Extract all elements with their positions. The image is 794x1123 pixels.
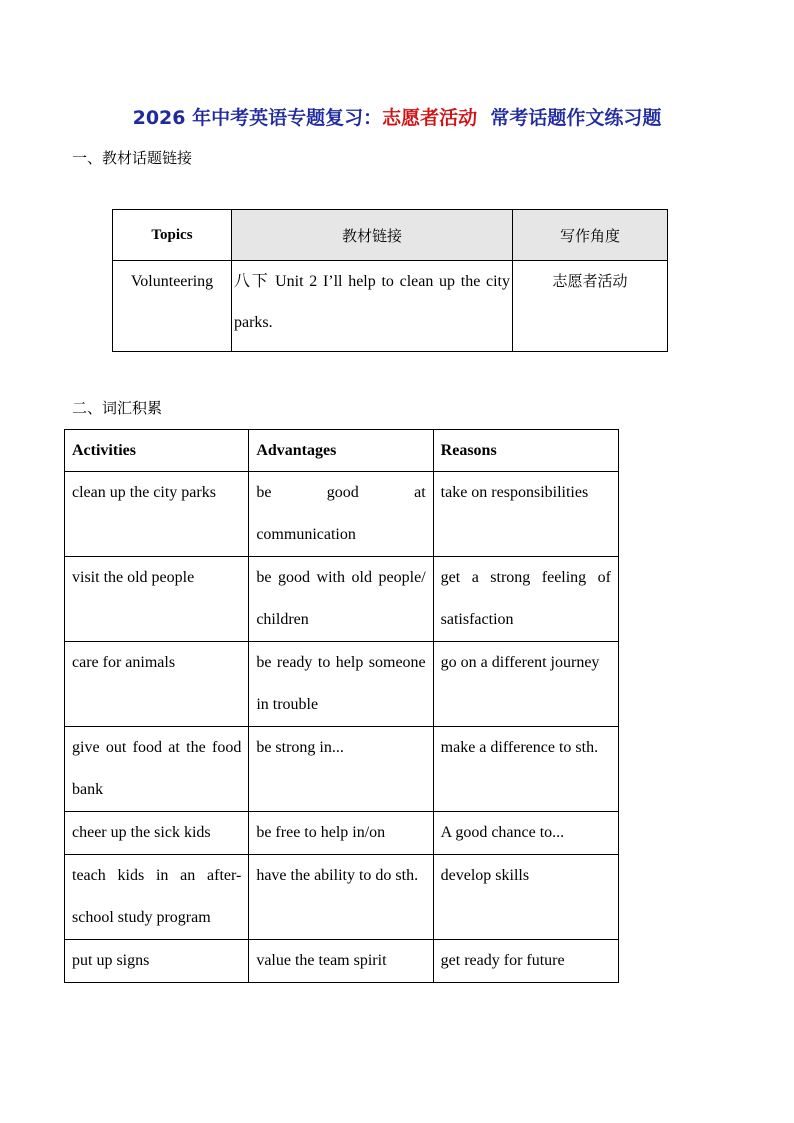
advantage-cell: be ready to help someone in trouble xyxy=(249,642,433,727)
activity-cell: visit the old people xyxy=(65,557,249,642)
title-topic: 志愿者活动 xyxy=(382,107,478,129)
reason-cell: go on a different journey xyxy=(433,642,618,727)
header-textbook-link: 教材链接 xyxy=(232,210,513,261)
activity-cell: clean up the city parks xyxy=(65,472,249,557)
table-row xyxy=(65,472,619,557)
writing-angle-cell: 志愿者活动 xyxy=(513,261,668,352)
header-writing-angle: 写作角度 xyxy=(513,210,668,261)
reason-cell: get ready for future xyxy=(433,940,618,983)
activity-cell: put up signs xyxy=(65,940,249,983)
reason-cell: take on responsibilities xyxy=(433,472,618,557)
reason-cell: A good chance to... xyxy=(433,812,618,855)
section-heading-vocabulary: 二、词汇积累 xyxy=(72,399,163,417)
advantage-cell: be good at communication xyxy=(249,472,433,557)
topic-cell: Volunteering xyxy=(113,261,232,352)
advantage-cell: be good with old people/ children xyxy=(249,557,433,642)
reason-cell: get a strong feeling of satisfaction xyxy=(433,557,618,642)
topic-table xyxy=(112,209,668,352)
table-row xyxy=(65,812,619,855)
vocabulary-table xyxy=(64,429,619,983)
advantage-cell: be free to help in/on xyxy=(249,812,433,855)
activity-cell: give out food at the food bank xyxy=(65,727,249,812)
header-topics: Topics xyxy=(113,210,232,261)
advantage-cell: have the ability to do sth. xyxy=(249,855,433,940)
advantage-cell: value the team spirit xyxy=(249,940,433,983)
table-row xyxy=(65,557,619,642)
reason-cell: make a difference to sth. xyxy=(433,727,618,812)
header-activities: Activities xyxy=(65,430,249,472)
textbook-link-cell: 八下 Unit 2 I’ll help to clean up the city parks. xyxy=(232,261,513,352)
section-heading-textbook-link: 一、教材话题链接 xyxy=(72,149,193,167)
reason-cell: develop skills xyxy=(433,855,618,940)
vocabulary-header-row xyxy=(65,430,619,472)
table-row xyxy=(65,642,619,727)
advantage-cell: be strong in... xyxy=(249,727,433,812)
page-title xyxy=(0,104,794,132)
activity-cell: teach kids in an after-school study program xyxy=(65,855,249,940)
table-row xyxy=(65,727,619,812)
header-advantages: Advantages xyxy=(249,430,433,472)
header-reasons: Reasons xyxy=(433,430,618,472)
table-row xyxy=(65,940,619,983)
activity-cell: cheer up the sick kids xyxy=(65,812,249,855)
title-suffix: 常考话题作文练习题 xyxy=(490,107,662,129)
title-prefix: 2026 年中考英语专题复习： xyxy=(132,107,383,129)
topic-table-row xyxy=(113,261,668,352)
topic-table-header-row xyxy=(113,210,668,261)
activity-cell: care for animals xyxy=(65,642,249,727)
table-row xyxy=(65,855,619,940)
